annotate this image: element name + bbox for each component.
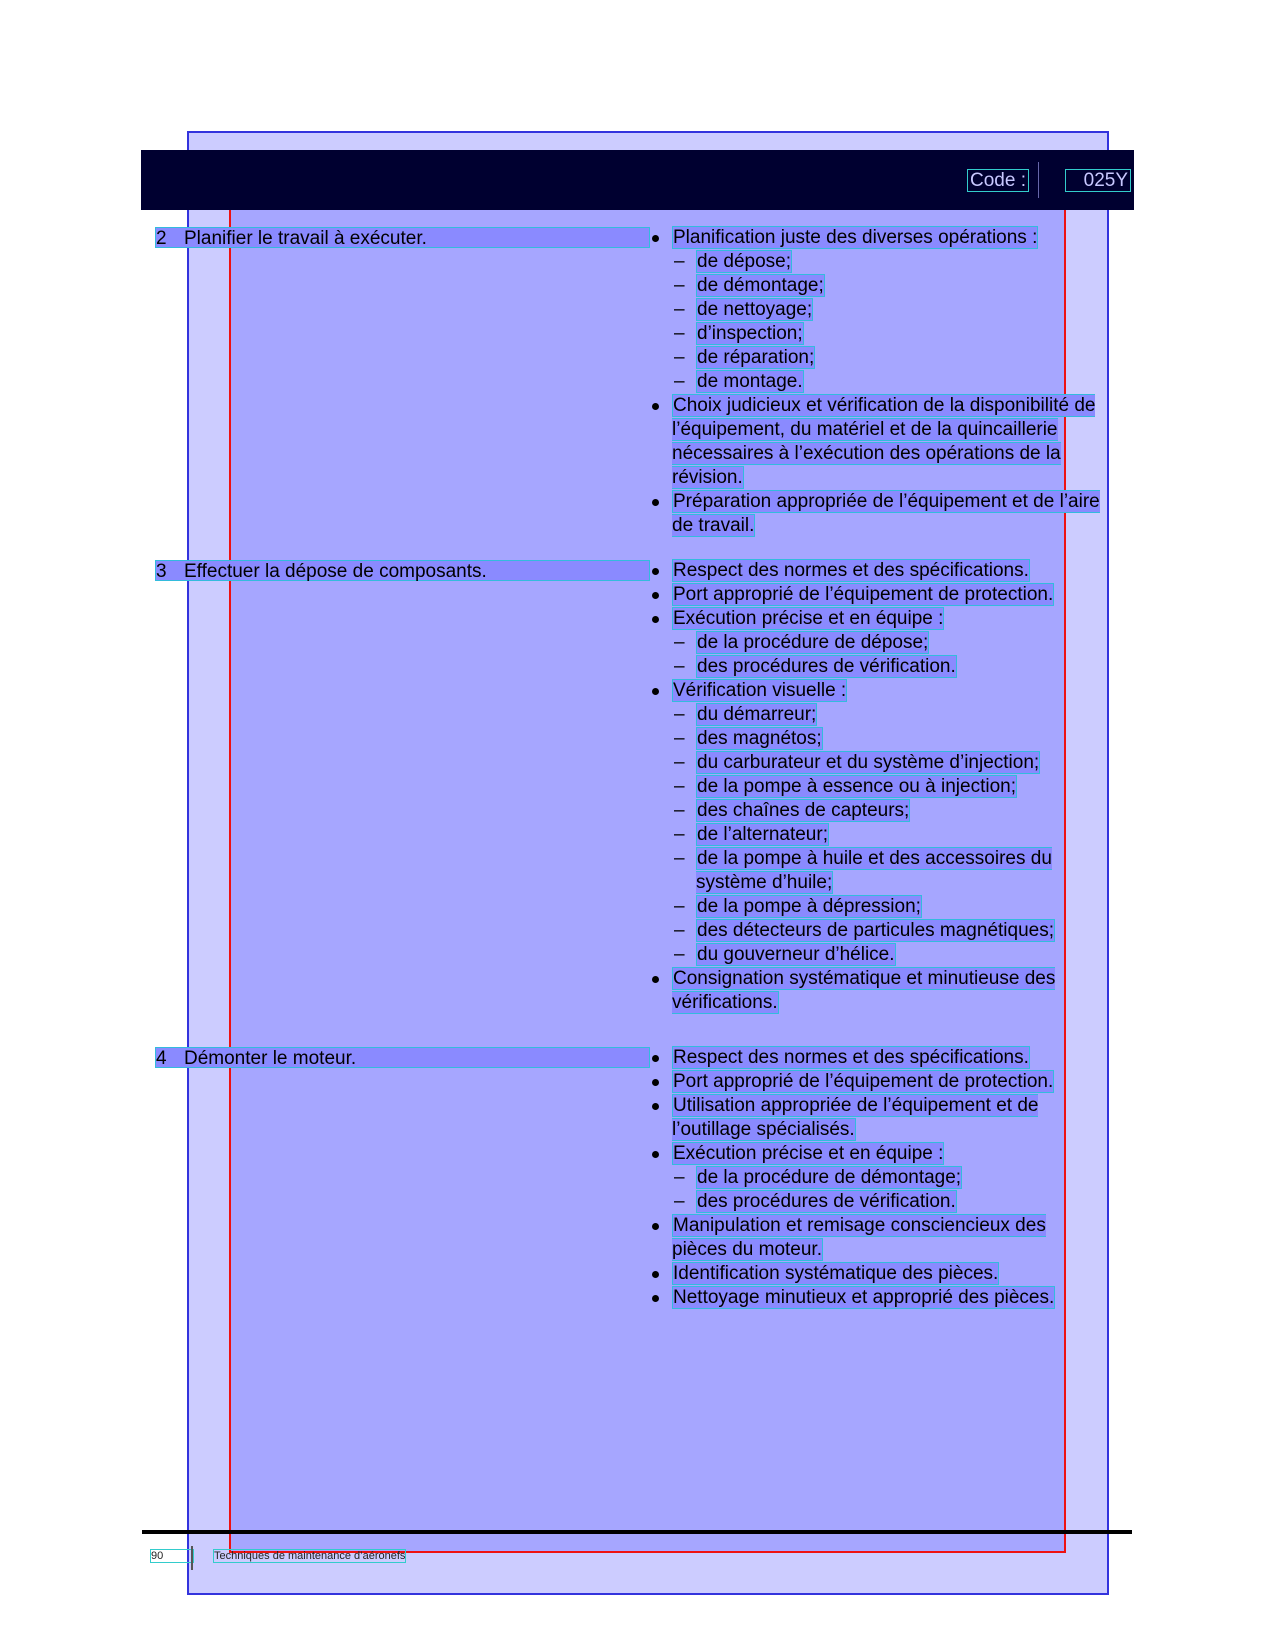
bullet-icon — [652, 499, 659, 506]
sub-criterion: – de démontage; — [674, 275, 824, 296]
sub-criterion: – des procédures de vérification. — [674, 656, 956, 677]
criteria-list-2 — [650, 226, 1105, 538]
task-number: 2 — [156, 228, 167, 249]
sub-criterion: – de la pompe à dépression; — [674, 896, 921, 917]
task-text: Démonter le moteur. — [184, 1048, 357, 1069]
code-label: Code : — [967, 169, 1029, 192]
sub-criterion: – de montage. — [674, 371, 803, 392]
task-number: 3 — [156, 561, 167, 582]
bullet-icon — [652, 403, 659, 410]
code-separator — [1038, 162, 1039, 198]
sub-criterion: – de l’alternateur; — [674, 824, 828, 845]
sub-criterion: – de la procédure de dépose; — [674, 632, 929, 653]
criterion: Exécution précise et en équipe : — [650, 607, 1105, 631]
bullet-icon — [652, 1103, 659, 1110]
task-2 — [155, 227, 650, 248]
sub-criterion: – de la procédure de démontage; — [674, 1167, 962, 1188]
criterion: Identification systématique des pièces. — [650, 1262, 1105, 1286]
criterion: Respect des normes et des spécifications. — [650, 559, 1105, 583]
sub-criterion: – de nettoyage; — [674, 299, 813, 320]
criteria-list-4 — [650, 1046, 1105, 1310]
task-text: Planifier le travail à exécuter. — [184, 228, 427, 249]
footer-rule — [142, 1530, 1132, 1534]
bullet-icon — [652, 616, 659, 623]
criterion: Port approprié de l’équipement de protection. — [650, 583, 1105, 607]
footer-title: Techniques de maintenance d’aéronefs — [214, 1550, 406, 1562]
bullet-icon — [652, 1079, 659, 1086]
bullet-icon — [652, 976, 659, 983]
sub-criterion: – du démarreur; — [674, 704, 817, 725]
bullet-icon — [652, 568, 659, 575]
bullet-icon — [652, 235, 659, 242]
sub-criterion: – de réparation; — [674, 347, 815, 368]
sub-criterion: – du carburateur et du système d’injection; — [674, 752, 1040, 773]
criterion: Respect des normes et des spécifications. — [650, 1046, 1105, 1070]
bullet-icon — [652, 1295, 659, 1302]
bullet-icon — [652, 1223, 659, 1230]
bullet-icon — [652, 1271, 659, 1278]
header-bar — [141, 150, 1134, 210]
task-number: 4 — [156, 1048, 167, 1069]
sub-criterion: – d’inspection; — [674, 323, 803, 344]
sub-criterion: – des détecteurs de particules magnétiques; — [674, 920, 1054, 941]
sub-criterion: – de la pompe à huile et des accessoires du système d’huile; — [674, 848, 1052, 893]
page-number: 90 — [150, 1549, 194, 1563]
bullet-icon — [652, 1151, 659, 1158]
criterion: Préparation appropriée de l’équipement et de l’aire de travail. — [650, 490, 1105, 538]
sub-criterion: – de dépose; — [674, 251, 792, 272]
criterion: Vérification visuelle : — [650, 679, 1105, 703]
criterion: Manipulation et remisage consciencieux des pièces du moteur. — [650, 1214, 1105, 1262]
criterion: Port approprié de l’équipement de protection. — [650, 1070, 1105, 1094]
sub-criterion: – des chaînes de capteurs; — [674, 800, 910, 821]
sub-criterion: – de la pompe à essence ou à injection; — [674, 776, 1016, 797]
criteria-list-3 — [650, 559, 1105, 1015]
footer-separator — [191, 1546, 193, 1570]
task-3 — [155, 560, 650, 581]
sub-criterion: – du gouverneur d’hélice. — [674, 944, 895, 965]
sub-criterion: – des procédures de vérification. — [674, 1191, 956, 1212]
criterion: Utilisation appropriée de l’équipement et de l’outillage spécialisés. — [650, 1094, 1105, 1142]
criterion: Nettoyage minutieux et approprié des pièces. — [650, 1286, 1105, 1310]
criterion: Choix judicieux et vérification de la disponibilité de l’équipement, du matériel et de la quincaillerie nécessaires à l’exécution des opérations de la révision. — [650, 394, 1105, 490]
criterion: Consignation systématique et minutieuse des vérifications. — [650, 967, 1105, 1015]
bullet-icon — [652, 592, 659, 599]
sub-criterion: – des magnétos; — [674, 728, 822, 749]
task-4 — [155, 1047, 650, 1068]
bullet-icon — [652, 688, 659, 695]
criterion: Exécution précise et en équipe : — [650, 1142, 1105, 1166]
task-text: Effectuer la dépose de composants. — [184, 561, 487, 582]
code-value: 025Y — [1065, 169, 1131, 192]
bullet-icon — [652, 1055, 659, 1062]
criterion: Planification juste des diverses opérations : — [650, 226, 1105, 250]
